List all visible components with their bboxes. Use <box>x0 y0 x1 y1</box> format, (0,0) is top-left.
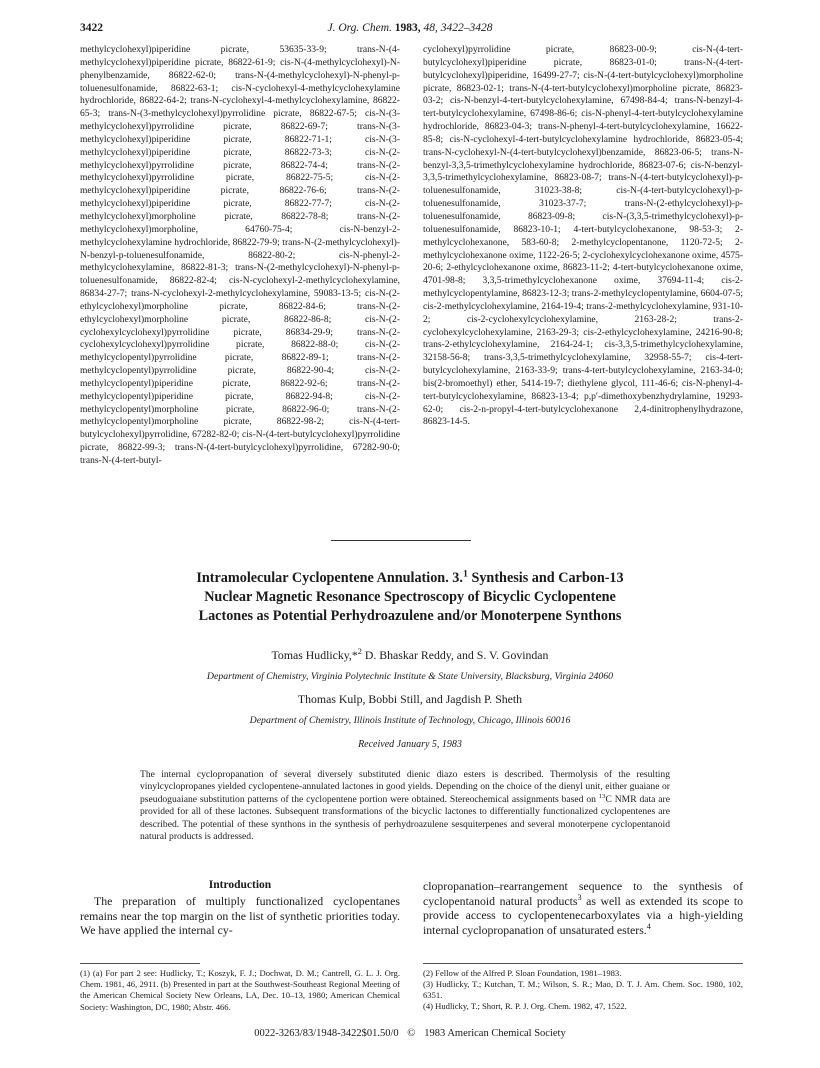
journal-pages: 3422–3428 <box>440 22 493 34</box>
copyright-text: 1983 American Chemical Society <box>424 1028 566 1039</box>
page-number: 3422 <box>80 22 103 34</box>
article-code: 0022-3263/83/1948-3422$01.50/0 <box>254 1028 399 1039</box>
author-line-1-b: D. Bhaskar Reddy, and S. V. Govindan <box>361 648 549 662</box>
affiliation-1: Department of Chemistry, Virginia Polytechnic Institute & State University, Blacksburg, Virginia 24060 <box>206 671 614 682</box>
intro-text-b: as well as extended its scope to provide access to cyclopentenecarboxylates via a high-yielding internal cyclopropanation of unsaturated esters. <box>423 893 744 937</box>
footnote-2: (2) Fellow of the Alfred P. Sloan Foundation, 1981–1983. <box>423 968 622 978</box>
section-heading-introduction: Introduction <box>208 879 272 891</box>
author-line-2: Thomas Kulp, Bobbi Still, and Jagdish P. Sheth <box>297 692 523 706</box>
ref-mark-3: 3 <box>577 892 582 902</box>
journal-volume: 48, <box>423 22 438 34</box>
running-header <box>80 22 740 40</box>
intro-paragraph: The preparation of multiply functionalized cyclopentanes remains near the top margin on the list of synthetic priorities today. We have applied the internal cy- <box>80 894 400 938</box>
abstract-isotope-mark: 13 <box>598 792 606 800</box>
footnote-rule-right <box>423 963 743 964</box>
page-footer <box>80 1028 740 1039</box>
intro-text-a: clopropanation–rearrangement sequence to the synthesis of cyclopentanoid natural products <box>423 879 743 908</box>
registry-left-column: methylcyclohexyl)piperidine picrate, 53635-33-9; trans-N-(4-methylcyclohexyl)piperidine picrate, 86822-61-9; cis-N-(4-methylcyclohexyl)-N-phenylbenzamide, 86822-62-0; trans-N-(4-methylcyclohexyl)-N-phenyl-p-toluenesulfonamide, 86822-63-1; cis-N-cyclohexyl-4-methylcyclohexylamine hydrochloride, 86822-64-2; trans-N-cyclohexyl-4-methylcyclohexylamine, 86822-65-3; trans-N-(3-methylcyclohexyl)pyrrolidine picrate, 86822-67-5; cis-N-(3-methylcyclohexyl)pyrrolidine picrate, 86822-69-7; trans-N-(3-methylcyclohexyl)piperidine picrate, 86822-71-1; cis-N-(3-methylcyclohexyl)piperidine picrate, 86822-73-3; cis-N-(2-methylcyclohexyl)pyrrolidine picrate, 86822-74-4; trans-N-(2-methylcyclohexyl)pyrrolidine picrate, 86822-75-5; cis-N-(2-methylcyclohexyl)piperidine picrate, 86822-76-6; trans-N-(2-methylcyclohexyl)piperidine picrate, 86822-77-7; cis-N-(2-methylcyclohexyl)morpholine picrate, 86822-78-8; trans-N-(2-methylcyclohexyl)morpholine, 64760-75-4; cis-N-benzyl-2-methylcyclohexylamine hydrochloride, 86822-79-9; trans-N-(2-methylcyclohexyl)-N-benzyl-p-toluenesulfonamide, 86822-80-2; cis-N-phenyl-2-methylcyclohexylamine, 86822-81-3; trans-N-(2-methylcyclohexyl)-N-phenyl-p-toluenesulfonamide, 86822-82-4; cis-N-cyclohexyl-2-methylcyclohexylamine, 86834-27-7; trans-N-cyclohexyl-2-methylcyclohexylamine, 59083-13-5; cis-N-(2-ethylcyclohexyl)morpholine picrate, 86822-84-6; trans-N-(2-ethylcyclohexyl)morpholine picrate, 86822-86-8; cis-N-(2-cyclohexylcyclohexyl)pyrrolidine picrate, 86834-29-9; trans-N-(2-cyclohexylcyclohexyl)pyrrolidine picrate, 86822-88-0; cis-N-(2-methylcyclopentyl)pyrrolidine picrate, 86822-89-1; trans-N-(2-methylcyclopentyl)pyrrolidine picrate, 86822-90-4; cis-N-(2-methylcyclopentyl)piperidine picrate, 86822-92-6; trans-N-(2-methylcyclopentyl)piperidine picrate, 86822-94-8; cis-N-(2-methylcyclopentyl)morpholine picrate, 86822-96-0; trans-N-(2-methylcyclopentyl)morpholine picrate, 86822-98-2; cis-N-(4-tert-butylcyclohexyl)pyrrolidine, 67282-82-0; cis-N-(4-tert-butylcyclohexyl)pyrrolidine picrate, 86822-99-3; trans-N-(4-tert-butylcyclohexyl)pyrrolidine, 67282-90-0; trans-N-(4-tert-butyl- <box>80 44 400 466</box>
title-line-2: Nuclear Magnetic Resonance Spectroscopy of Bicyclic Cyclopentene <box>204 589 616 605</box>
abstract-text-a: The internal cyclopropanation of several diversely substituted dienic diazo esters is described. Thermolysis of the resulting vinylcyclopropanes yielded cyclopentene-annulated lactones in good yields. Depending on the choice of the dienyl unit, either guaiane or pseudoguaiane substitution patterns of the cyclopentene portion were obtained. Stereochemical assignments based on <box>140 769 670 805</box>
footnote-4: (4) Hudlicky, T.; Short, R. P. J. Org. Chem. 1982, 47, 1522. <box>423 1001 627 1011</box>
article-title <box>100 569 720 626</box>
author-line-1-a: Tomas Hudlicky,* <box>271 648 358 662</box>
journal-name: J. Org. Chem. <box>327 22 392 34</box>
section-divider <box>331 540 471 541</box>
abstract-text-b: C NMR data are provided for all of these lactones. Subsequent transformations of the bicyclic lactones to differentially functionalized cyclopentenes are described. The potential of these synthons in the synthesis of perhydroazulene sesquiterpenes and several monoterpene cyclopentanoid natural products is addressed. <box>140 793 670 843</box>
copyright-icon: © <box>407 1028 416 1039</box>
intro-right-column <box>423 879 743 937</box>
author-line-1 <box>60 648 760 663</box>
received-date: Received January 5, 1983 <box>358 739 462 750</box>
footnote-3: (3) Hudlicky, T.; Kutchan, T. M.; Wilson, S. R.; Mao, D. T. J. Am. Chem. Soc. 1980, 102, 6351. <box>423 979 743 1001</box>
registry-columns <box>80 44 743 468</box>
title-line-1-text: Intramolecular Cyclopentene Annulation. 3. <box>196 570 463 586</box>
title-line-1 <box>100 569 720 588</box>
footnote-rule-left <box>80 963 200 964</box>
title-line-1-tail: Synthesis and Carbon-13 <box>467 570 624 586</box>
abstract <box>140 769 670 843</box>
intro-paragraph-continued <box>423 879 743 937</box>
footnote-1: (1) (a) For part 2 see: Hudlicky, T.; Koszyk, F. J.; Dochwat, D. M.; Cantrell, G. L. J. Org. Chem. 1981, 46, 2911. (b) Presented in part at the Southwest-Southeast Regional Meeting of the American Chemical Society New Orleans, LA, Dec. 10–13, 1980; American Chemical Society: Washington, DC, 1980; Abstr. 466. <box>80 968 400 1012</box>
journal-citation <box>80 22 740 34</box>
author-footnote-mark: 2 <box>357 647 362 657</box>
title-footnote-mark: 1 <box>462 568 468 580</box>
journal-year: 1983, <box>394 22 421 34</box>
title-line-3: Lactones as Potential Perhydroazulene and/or Monoterpene Synthons <box>198 608 622 624</box>
intro-left-column <box>80 879 400 938</box>
affiliation-2: Department of Chemistry, Illinois Institute of Technology, Chicago, Illinois 60016 <box>249 715 571 726</box>
ref-mark-4: 4 <box>646 921 651 931</box>
registry-right-column: cyclohexyl)pyrrolidine picrate, 86823-00-9; cis-N-(4-tert-butylcyclohexyl)piperidine picrate, 86823-01-0; trans-N-(4-tert-butylcyclohexyl)piperidine, 16499-27-7; cis-N-(4-tert-butylcyclohexyl)morpholine picrate, 86823-02-1; trans-N-(4-tert-butylcyclohexyl)morpholine picrate, 86823-03-2; cis-N-benzyl-4-tert-butylcyclohexylamine, 67498-84-4; trans-N-benzyl-4-tert-butylcyclohexylamine, 67498-86-6; cis-N-phenyl-4-tert-butylcyclohexylamine hydrochloride, 86823-04-3; trans-N-phenyl-4-tert-butylcyclohexylamine, 16622-85-8; cis-N-cyclohexyl-4-tert-butylcyclohexylamine hydrochloride, 86823-05-4; trans-N-cyclohexyl-N-(4-tert-butylcyclohexyl)benzamide, 86823-06-5; trans-N-benzyl-3,3,5-trimethylcyclohexylamine hydrochloride, 86823-07-6; cis-N-benzyl-3,3,5-trimethylcyclohexylamine, 86823-08-7; trans-N-(4-tert-butylcyclohexyl)-p-toluenesulfonamide, 31023-38-8; cis-N-(4-tert-butylcyclohexyl)-p-toluenesulfonamide, 31023-37-7; trans-N-(2-ethylcyclohexyl)-p-toluenesulfonamide, 86823-09-8; cis-N-(3,3,5-trimethylcyclohexyl)-p-toluenesulfonamide, 86823-10-1; 4-tert-butylcyclohexanone, 98-53-3; 2-methylcyclohexanone, 583-60-8; 2-methylcyclopentanone, 1120-72-5; 2-methylcyclohexanone oxime, 1122-26-5; 2-cyclohexylcyclohexanone oxime, 4575-20-6; 2-ethylcyclohexanone oxime, 86823-11-2; 4-tert-butylcyclohexanone oxime, 4701-98-8; 3,3,5-trimethylcyclohexanone oxime, 37694-11-4; cis-2-methylcyclopentylamine, 86823-12-3; trans-2-methylcyclopentylamine, 6604-07-5; cis-2-methylcyclohexylamine, 2164-19-4; trans-2-methylcyclohexylamine, 931-10-2; cis-2-cyclohexylcyclohexylamine, 2163-28-2; trans-2-cyclohexylcyclohexylamine, 2163-29-3; cis-2-ethylcyclohexylamine, 24216-90-8; trans-2-ethylcyclohexylamine, 2164-24-1; cis-3,3,5-trimethylcyclohexylamine, 32158-56-8; trans-3,3,5-trimethylcyclohexylamine, 32958-55-7; cis-4-tert-butylcyclohexylamine, 2163-33-9; trans-4-tert-butylcyclohexylamine, 2163-34-0; bis(2-bromoethyl) ether, 5414-19-7; diethylene glycol, 111-46-6; cis-N-phenyl-4-tert-butylcyclohexylamine, 86823-13-4; p,p′-dimethoxybenzhydrylamine, 19293-62-0; cis-2-n-propyl-4-tert-butylcyclohexanone 2,4-dinitrophenylhydrazone, 86823-14-5. <box>423 44 744 428</box>
